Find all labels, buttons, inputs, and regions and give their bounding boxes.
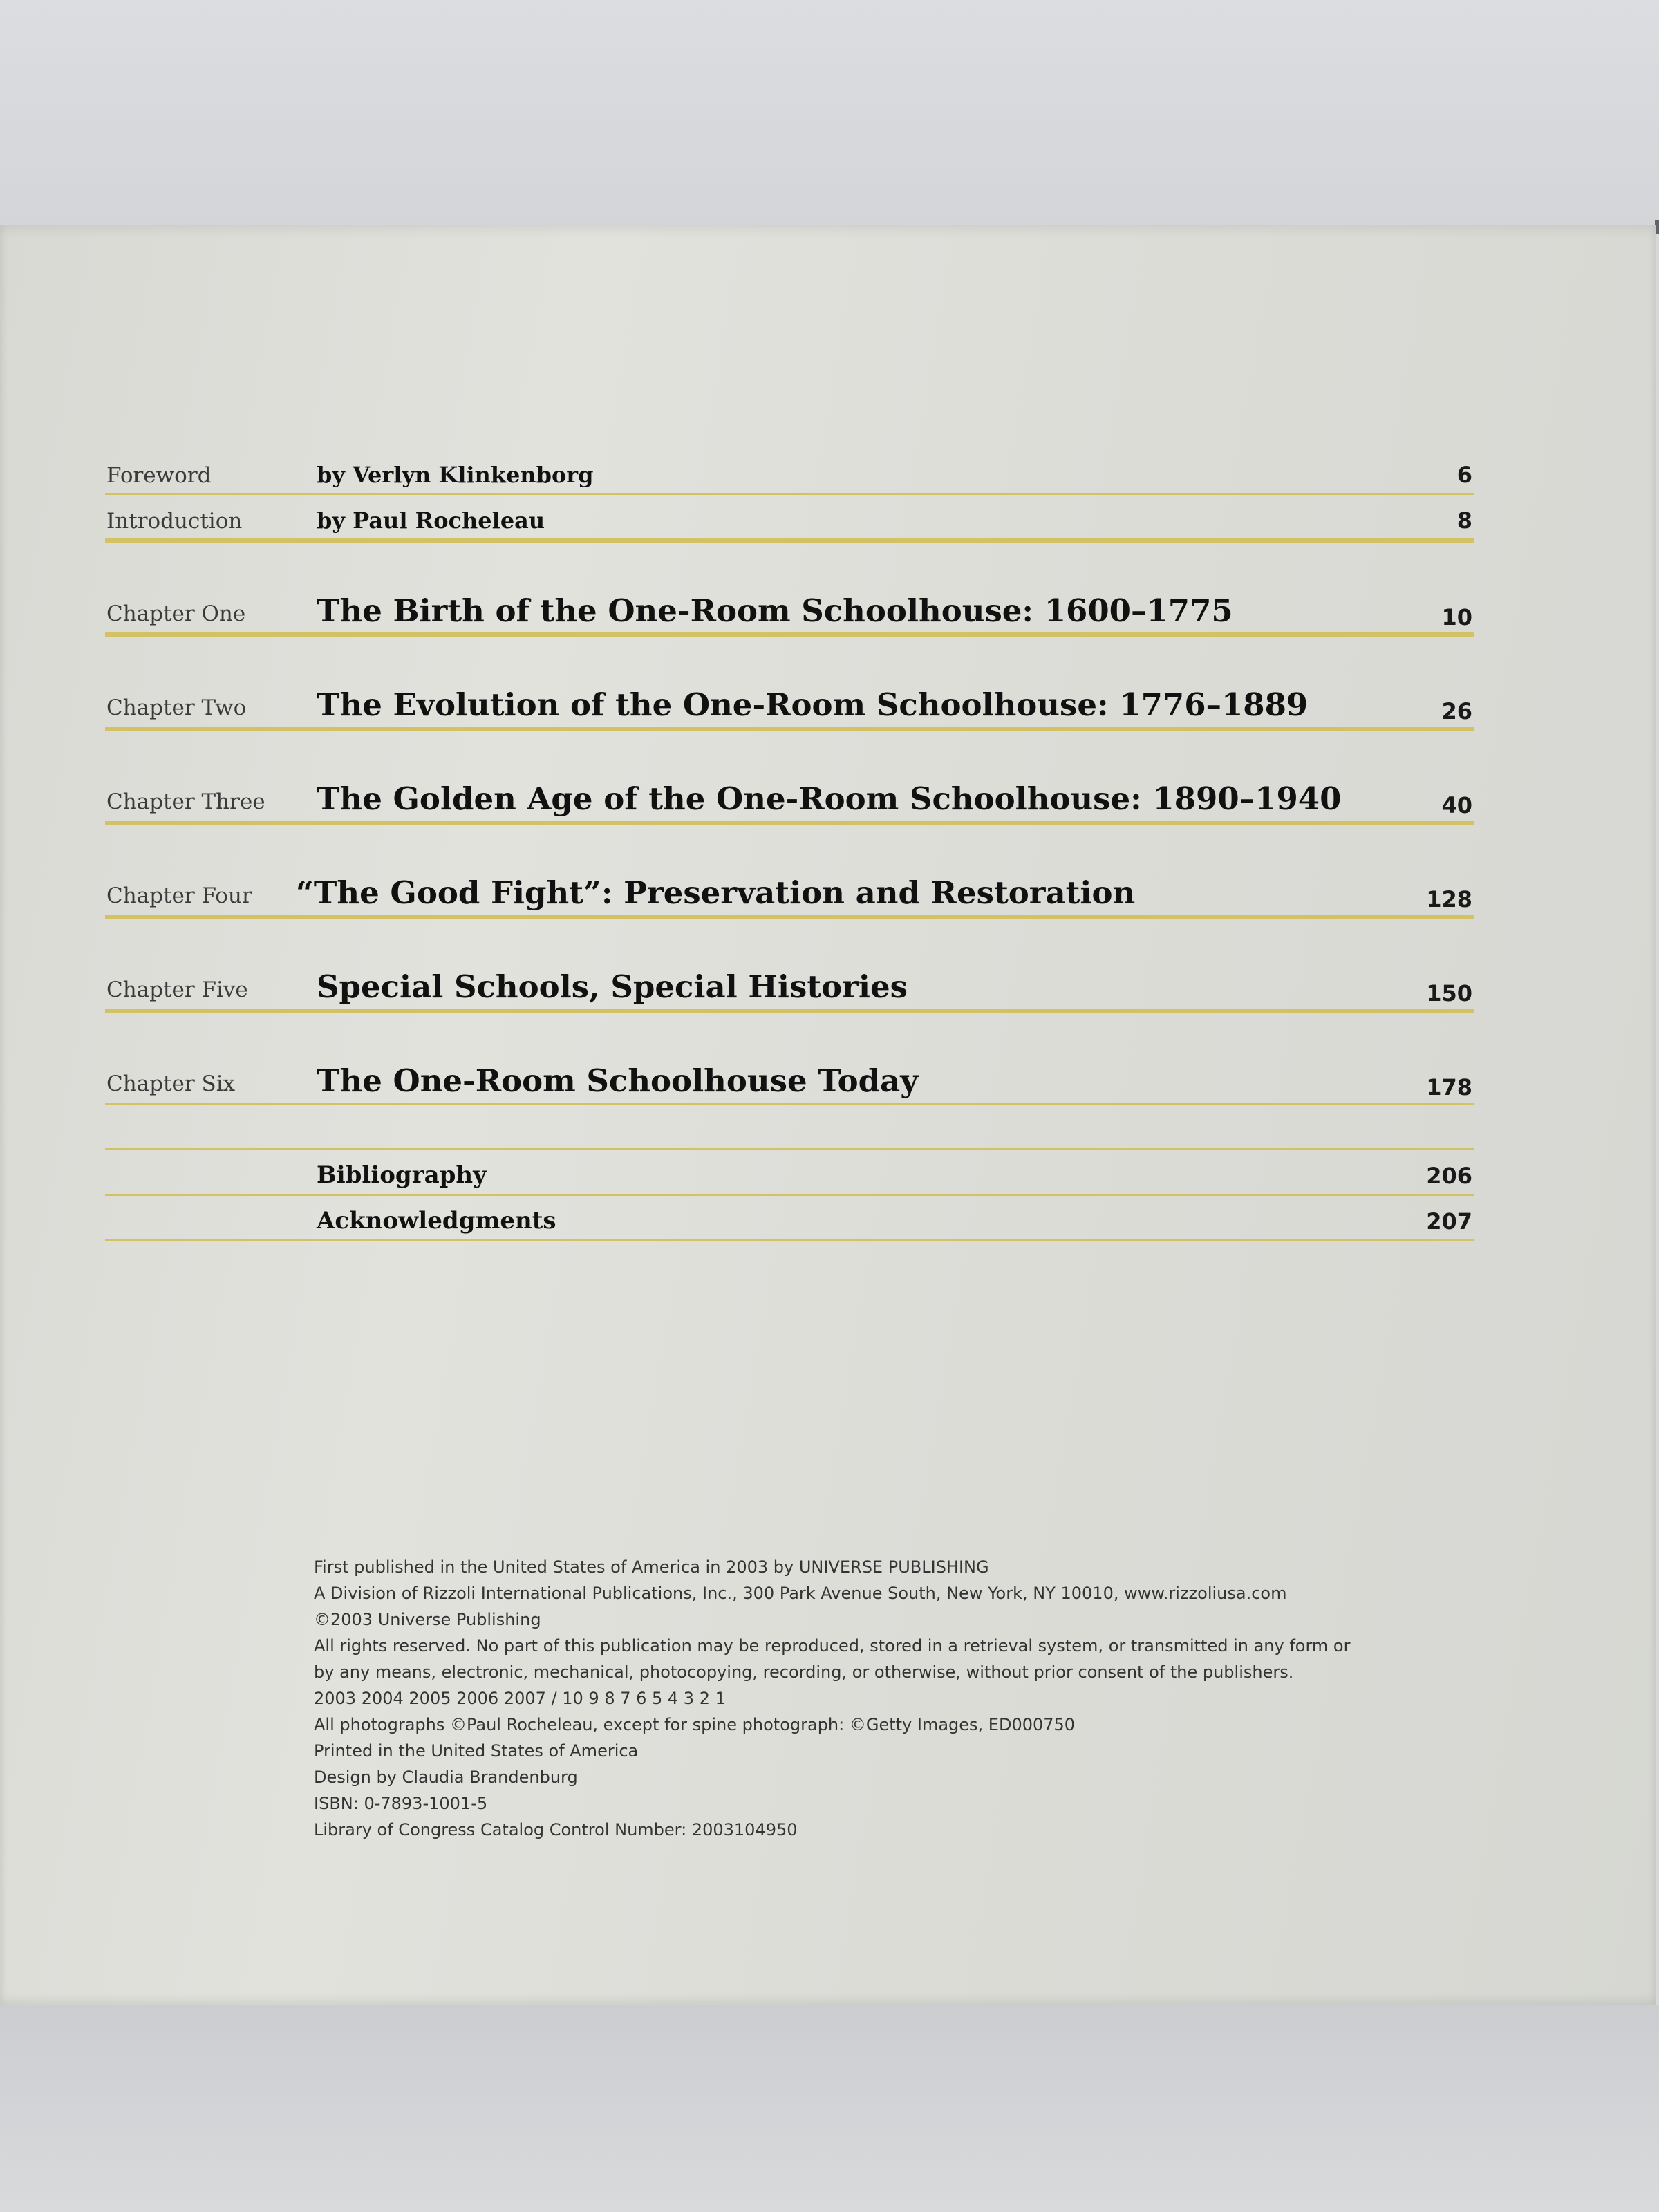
colophon-line: A Division of Rizzoli International Publications, Inc., 300 Park Avenue South, New York, NY 10010, www.rizzoliusa.com <box>314 1584 1287 1603</box>
rule-line <box>105 729 1474 731</box>
toc-title: The Birth of the One-Room Schoolhouse: 1600–1775 <box>317 592 1233 629</box>
toc-title: by Paul Rocheleau <box>317 507 545 534</box>
toc-title: “The Good Fight”: Preservation and Restoration <box>296 874 1136 911</box>
colophon-line: ©2003 Universe Publishing <box>314 1610 541 1629</box>
toc-title: The Evolution of the One-Room Schoolhouse: 1776–1889 <box>317 686 1309 723</box>
toc-row-chapter-six <box>105 1011 1474 1105</box>
colophon-line: Printed in the United States of America <box>314 1741 639 1761</box>
toc-row-introduction <box>105 495 1474 541</box>
colophon-line: 2003 2004 2005 2006 2007 / 10 9 8 7 6 5 4 3 2 1 <box>314 1689 726 1708</box>
colophon-line: All rights reserved. No part of this publication may be reproduced, stored in a retrieval system, or transmitted in any form or <box>314 1636 1351 1656</box>
toc-page-number: 206 <box>1426 1163 1472 1189</box>
toc-row-bibliography <box>105 1150 1474 1196</box>
toc-page-number: 207 <box>1426 1208 1472 1235</box>
table-of-contents <box>105 449 1474 1241</box>
toc-page-number: 6 <box>1456 462 1472 488</box>
toc-label: Chapter One <box>106 601 246 626</box>
toc-page-number: 10 <box>1441 604 1472 630</box>
toc-label: Introduction <box>106 509 243 534</box>
colophon-line: ISBN: 0-7893-1001-5 <box>314 1794 488 1813</box>
background-top <box>0 0 1659 228</box>
toc-page-number: 128 <box>1426 886 1472 912</box>
toc-title: The Golden Age of the One-Room Schoolhouse: 1890–1940 <box>317 780 1342 817</box>
toc-row-chapter-one <box>105 541 1474 635</box>
toc-row-chapter-two <box>105 635 1474 729</box>
toc-title: The One-Room Schoolhouse Today <box>317 1062 919 1099</box>
toc-row-chapter-four <box>105 823 1474 917</box>
colophon <box>314 1554 1420 1843</box>
toc-row-chapter-five <box>105 917 1474 1011</box>
rule-line <box>105 917 1474 919</box>
toc-label: Chapter Six <box>106 1071 236 1096</box>
colophon-line: Library of Congress Catalog Control Number: 2003104950 <box>314 1820 798 1839</box>
toc-row-chapter-three <box>105 729 1474 823</box>
toc-label: Chapter Five <box>106 977 248 1002</box>
toc-title: by Verlyn Klinkenborg <box>317 462 594 488</box>
rule-line <box>105 1011 1474 1013</box>
colophon-line: by any means, electronic, mechanical, photocopying, recording, or otherwise, without prior consent of the publishers. <box>314 1662 1294 1682</box>
toc-page-number: 8 <box>1456 507 1472 534</box>
toc-row-acknowledgments <box>105 1196 1474 1241</box>
toc-page-number: 26 <box>1441 698 1472 724</box>
toc-spacer <box>105 1105 1474 1150</box>
toc-page-number: 150 <box>1426 980 1472 1006</box>
colophon-line: Design by Claudia Brandenburg <box>314 1768 578 1787</box>
toc-title: Bibliography <box>317 1161 487 1189</box>
background-bottom <box>0 2005 1659 2212</box>
toc-label: Chapter Three <box>106 789 265 814</box>
toc-title: Special Schools, Special Histories <box>317 968 908 1005</box>
rule-line <box>105 541 1474 543</box>
rule-line <box>105 635 1474 637</box>
toc-page-number: 40 <box>1441 792 1472 818</box>
toc-title: Acknowledgments <box>317 1207 556 1235</box>
colophon-line: All photographs ©Paul Rocheleau, except for spine photograph: ©Getty Images, ED000750 <box>314 1715 1076 1734</box>
rule-line <box>105 1239 1474 1241</box>
toc-label: Chapter Four <box>106 883 252 908</box>
rule-line <box>105 823 1474 825</box>
toc-page-number: 178 <box>1426 1074 1472 1100</box>
toc-label: Chapter Two <box>106 695 247 720</box>
toc-label: Foreword <box>106 463 212 488</box>
toc-row-foreword <box>105 449 1474 495</box>
colophon-line: First published in the United States of America in 2003 by UNIVERSE PUBLISHING <box>314 1557 989 1577</box>
